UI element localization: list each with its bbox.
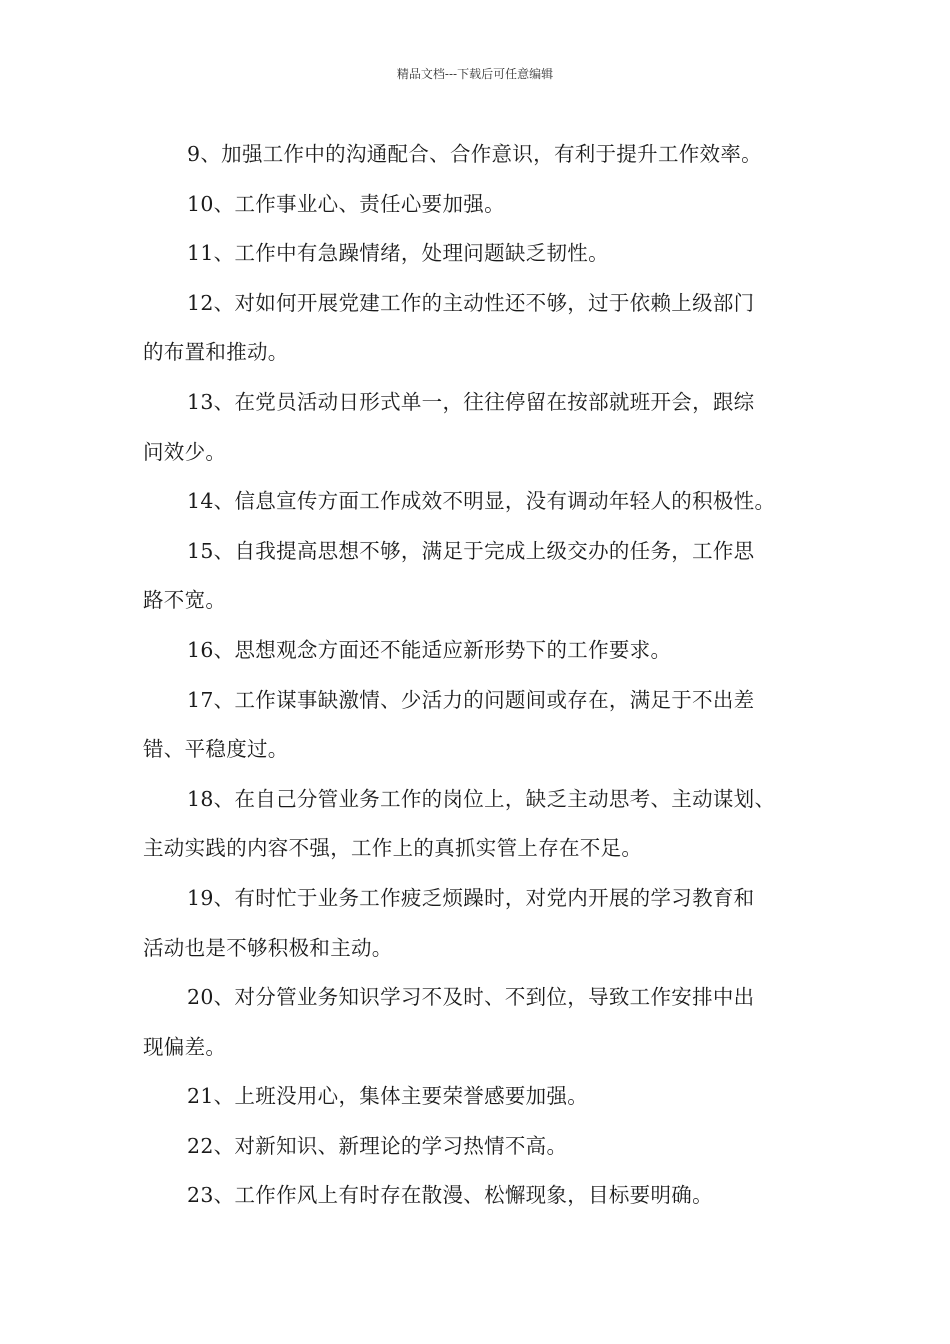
paragraph-line: 23、工作作风上有时存在散漫、松懈现象，目标要明确。 — [187, 1183, 713, 1208]
paragraph-line: 15、自我提高思想不够，满足于完成上级交办的任务，工作思 — [187, 538, 755, 563]
paragraph-line: 20、对分管业务知识学习不及时、不到位，导致工作安排中出 — [187, 985, 755, 1010]
paragraph-line: 活动也是不够积极和主动。 — [143, 935, 393, 960]
paragraph-line: 18、在自己分管业务工作的岗位上，缺乏主动思考、主动谋划、 — [187, 786, 776, 811]
paragraph-line: 现偏差。 — [143, 1034, 227, 1059]
page-header: 精品文档---下载后可任意编辑 — [396, 67, 554, 81]
paragraph-line: 11、工作中有急躁情绪，处理问题缺乏韧性。 — [187, 241, 609, 266]
paragraph-line: 22、对新知识、新理论的学习热情不高。 — [187, 1133, 568, 1158]
paragraph-line: 19、有时忙于业务工作疲乏烦躁时，对党内开展的学习教育和 — [187, 885, 755, 910]
paragraph — [143, 1122, 823, 1172]
paragraph-line: 错、平稳度过。 — [143, 737, 289, 762]
paragraph — [143, 1072, 823, 1122]
paragraph-line: 16、思想观念方面还不能适应新形势下的工作要求。 — [187, 637, 672, 662]
paragraph — [143, 477, 823, 527]
paragraph — [143, 1171, 823, 1221]
paragraph-line: 10、工作事业心、责任心要加强。 — [187, 191, 505, 216]
paragraph — [143, 378, 823, 477]
paragraph — [143, 626, 823, 676]
paragraph-line: 13、在党员活动日形式单一，往往停留在按部就班开会，跟综 — [187, 389, 755, 414]
paragraph — [143, 973, 823, 1072]
paragraph-line: 17、工作谋事缺激情、少活力的问题间或存在，满足于不出差 — [187, 687, 755, 712]
paragraph-line: 的布置和推动。 — [143, 340, 289, 365]
paragraph — [143, 775, 823, 874]
document-body — [143, 130, 823, 1221]
paragraph-line: 问效少。 — [143, 439, 227, 464]
paragraph-line: 21、上班没用心，集体主要荣誉感要加强。 — [187, 1084, 589, 1109]
paragraph — [143, 676, 823, 775]
paragraph — [143, 874, 823, 973]
paragraph-line: 14、信息宣传方面工作成效不明显，没有调动年轻人的积极性。 — [187, 489, 776, 514]
paragraph-line: 路不宽。 — [143, 588, 227, 613]
paragraph — [143, 527, 823, 626]
paragraph — [143, 130, 823, 180]
paragraph — [143, 229, 823, 279]
paragraph-line: 9、加强工作中的沟通配合、合作意识，有利于提升工作效率。 — [187, 142, 762, 166]
paragraph — [143, 279, 823, 378]
paragraph-line: 12、对如何开展党建工作的主动性还不够，过于依赖上级部门 — [187, 290, 755, 315]
paragraph — [143, 180, 823, 230]
paragraph-line: 主动实践的内容不强，工作上的真抓实管上存在不足。 — [143, 836, 643, 861]
